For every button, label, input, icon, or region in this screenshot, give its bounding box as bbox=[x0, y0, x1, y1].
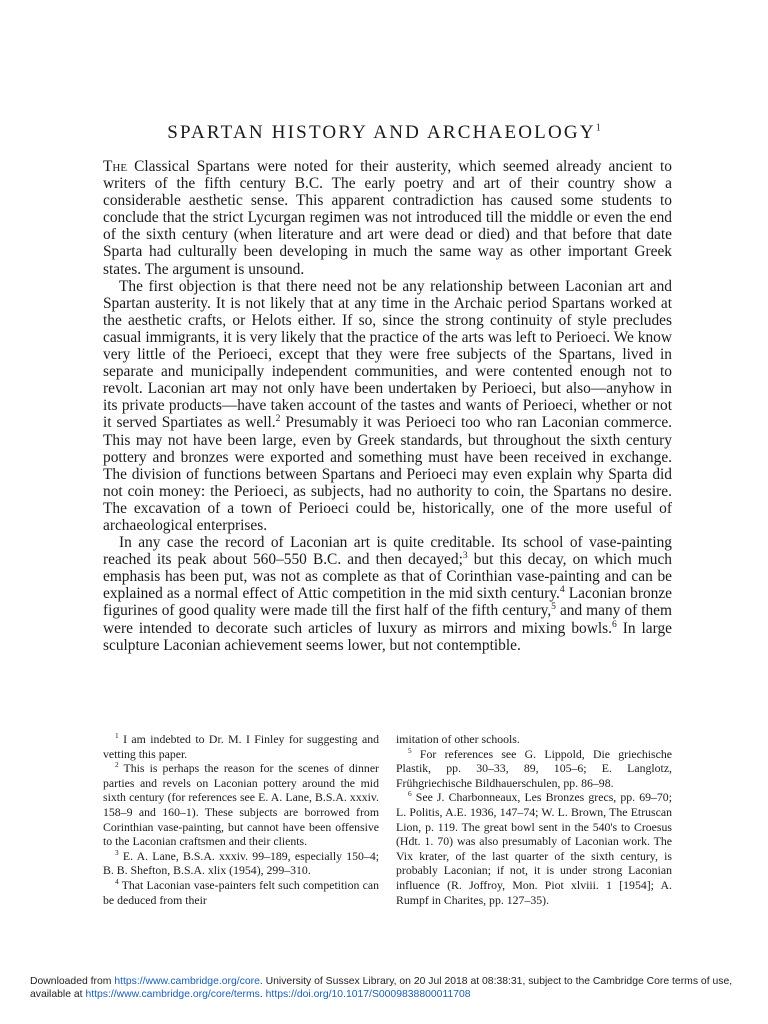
title-footnote-marker[interactable]: 1 bbox=[595, 122, 601, 134]
footnotes-left-column bbox=[103, 732, 379, 907]
article-body bbox=[103, 158, 672, 654]
footnote-ref-4[interactable]: 4 bbox=[559, 584, 565, 596]
paragraph-3: In any case the record of Laconian art is quite creditable. Its school of vase-painting reached its peak about 560–550 B.C. and then decayed;$^3$ but this decay, on which much emphasis has been put, was not as complete as that of Corinthian vase-painting and can be explained as a normal effect of Attic competition in the mid sixth century.$^4$ Laconian bronze figurines of good quality were made till the first half of the fifth century,$^5$ and many of them were intended to decorate such articles of luxury as mirrors and mixing bowls.$^6$ In large sculpture Laconian achievement seems lower, but not contemptible. bbox=[103, 534, 672, 654]
footnote-4-continued: imitation of other schools. bbox=[396, 732, 520, 746]
paragraph-1: The Classical Spartans were noted for their austerity, which seemed already ancient to writers of the fifth century B.C. The early poetry and art of their country show a considerable aesthetic sense. This apparent contradiction has caused some students to conclude that the strict Lycurgan regimen was not introduced till the middle or even the end of the sixth century (when literature and art were dead or died) and that before that date Sparta had culturally been developing in much the same way as other important Greek states. The argument is unsound. bbox=[103, 158, 672, 278]
footnote-ref-2[interactable]: 2 bbox=[275, 413, 281, 425]
footnote-1: $^1$ I am indebted to Dr. M. I Finley for suggesting and vetting this paper. bbox=[103, 731, 379, 761]
footnotes bbox=[103, 732, 672, 907]
download-notice: Downloaded from https://www.cambridge.org/core. University of Sussex Library, on 20 Jul 2018 at 08:38:31, subject to the Cambridge Core terms of use, available at https://www.cambridge.org/core/terms. https://doi.org/10.1017/S0009838800011708 bbox=[30, 976, 733, 1000]
paragraph-2: The first objection is that there need not be any relationship between Laconian art and Spartan austerity. It is not likely that at any time in the Archaic period Spartans worked at the aesthetic crafts, or Helots either. If so, since the strong continuity of style precludes casual immigrants, it is very likely that the practice of the arts was left to Perioeci. We know very little of the Perioeci, except that they were free subjects of the Spartans, lived in separate and municipally independent communities, and were contented enough not to revolt. Laconian art may not only have been undertaken by Perioeci, but also—anyhow in its private products—have taken account of the tastes and wants of Perioeci, whether or not it served Spartiates as well.$^2$ Presumably it was Perioeci too who ran Laconian commerce. This may not have been large, even by Greek standards, but throughout the sixth century pottery and bronzes were exported and something must have been received in exchange. The division of functions between Spartans and Perioeci may even explain why Sparta did not coin money: the Perioeci, as subjects, had no authority to coin, the Spartans no desire. The excavation of a town of Perioeci could be, historically, one of the more useful of archaeological enterprises. bbox=[103, 277, 672, 534]
core-terms-link[interactable]: https://www.cambridge.org/core/terms bbox=[85, 989, 260, 1000]
dropcap: The bbox=[103, 158, 128, 175]
footnote-3: $^3$ E. A. Lane, B.S.A. xxxiv. 99–189, especially 150–4; B. B. Shefton, B.S.A. xlix (1954), 299–310. bbox=[103, 847, 379, 878]
footnote-ref-6[interactable]: 6 bbox=[611, 618, 617, 630]
footnote-4: $^4$ That Laconian vase-painters felt such competition can be deduced from their bbox=[103, 877, 379, 907]
footnote-ref-5[interactable]: 5 bbox=[551, 601, 556, 613]
footnote-ref-3[interactable]: 3 bbox=[462, 550, 468, 562]
doi-link[interactable]: https://doi.org/10.1017/S0009838800011708 bbox=[265, 989, 471, 1000]
article-title: SPARTAN HISTORY AND ARCHAEOLOGY$^1$ bbox=[167, 122, 601, 143]
footnote-5: $^5$ For references see G. Lippold, Die griechische Plastik, pp. 30–33, 89, 105–6; E. Langlotz, Frühgriechische Bildhauerschulen, pp. 86–98. bbox=[396, 745, 672, 790]
cambridge-core-link[interactable]: https://www.cambridge.org/core bbox=[114, 976, 260, 987]
footnote-6: $^6$ See J. Charbonneaux, Les Bronzes grecs, pp. 69–70; L. Politis, A.E. 1936, 147–74; W. L. Brown, The Etruscan Lion, p. 119. The great bowl sent in the 540's to Croesus (Hdt. 1. 70) was also presumably of Laconian work. The Vix krater, of the last quarter of the sixth century, is probably Laconian; if not, it is under strong Laconian influence (R. Joffroy, Mon. Piot xlviii. 1 [1954]; A. Rumpf in Charites, pp. 127–35). bbox=[396, 789, 672, 907]
footnotes-right-column bbox=[396, 732, 672, 907]
footnote-2: $^2$ This is perhaps the reason for the scenes of dinner parties and revels on Laconian pottery around the mid sixth century (for references see E. A. Lane, B.S.A. xxxiv. 158–9 and 160–1). These subjects are borrowed from Corinthian vase-painting, but cannot have been offensive to the Laconian craftsmen and their clients. bbox=[103, 760, 379, 849]
